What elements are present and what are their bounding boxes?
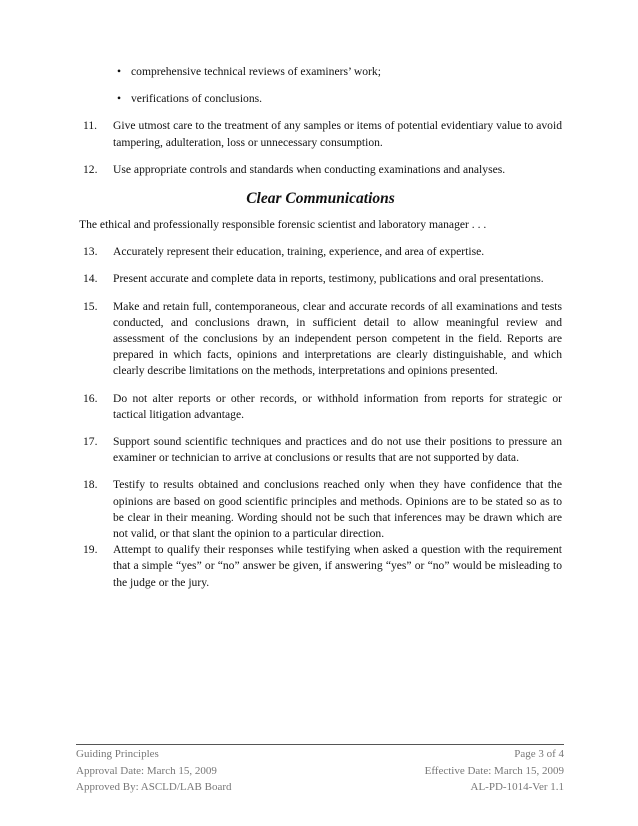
page-footer — [76, 744, 564, 796]
footer-document-title: Guiding Principles — [76, 748, 159, 760]
item-text: Attempt to qualify their responses while testifying when asked a question with the requirement that a simple “yes” or “no” answer be given, if answering “yes” or “no” would be misleading to the judge or the jury. — [113, 543, 562, 589]
item-number: 13. — [83, 245, 98, 259]
bullet-text: comprehensive technical reviews of examiners’ work; — [131, 65, 381, 78]
intro-paragraph: The ethical and professionally responsible forensic scientist and laboratory manager . . . — [79, 218, 487, 232]
footer-row — [76, 746, 564, 763]
page-body — [79, 64, 562, 602]
list-item — [79, 162, 562, 178]
item-text: Make and retain full, contemporaneous, clear and accurate records of all examinations and tests conducted, and conclusions drawn, in sufficient detail to allow meaningful review and assessment of the conclusions by an independent person competent in the field. Reports are prepared in which facts, opinions and interpretations are clearly distinguishable, and which clearly describe limitations on the methods, interpretations and opinions presented. — [113, 299, 562, 378]
item-text: Give utmost care to the treatment of any samples or items of potential evidentiary value to avoid tampering, adulteration, loss or unnecessary consumption. — [113, 119, 562, 149]
item-number: 11. — [83, 119, 98, 133]
footer-row — [76, 763, 564, 780]
item-number: 12. — [83, 162, 98, 176]
item-text: Support sound scientific techniques and practices and do not use their positions to pressure an examiner or technician to arrive at conclusions or results that are not supported by data. — [113, 435, 562, 465]
item-number: 16. — [83, 391, 98, 405]
footer-approval-date: Approval Date: March 15, 2009 — [76, 764, 217, 777]
item-number: 18. — [83, 478, 98, 492]
bullet-icon: • — [117, 65, 122, 78]
item-text: Accurately represent their education, training, experience, and area of expertise. — [113, 245, 485, 259]
bullet-item — [79, 64, 562, 80]
footer-document-id: AL-PD-1014-Ver 1.1 — [470, 781, 564, 793]
item-text: Use appropriate controls and standards when conducting examinations and analyses. — [113, 162, 506, 176]
item-number: 17. — [83, 435, 98, 449]
footer-page-number: Page 3 of 4 — [514, 748, 564, 760]
footer-effective-date: Effective Date: March 15, 2009 — [424, 764, 564, 777]
list-item — [79, 299, 562, 380]
bullet-item — [79, 91, 562, 107]
list-item — [79, 118, 562, 150]
item-number: 14. — [83, 272, 98, 286]
bullet-text: verifications of conclusions. — [131, 92, 263, 106]
item-number: 19. — [83, 543, 98, 557]
list-item — [79, 477, 562, 542]
item-text: Testify to results obtained and conclusions reached only when they have confidence that the opinions are based on good scientific principles and methods. Opinions are to be stated so as to be clear in their meaning. Wording should not be such that inferences may be drawn which are not valid, or that slant the opinion to a particular direction. — [113, 478, 562, 541]
footer-row — [76, 779, 564, 796]
section-heading: Clear Communications — [246, 190, 395, 208]
item-text: Do not alter reports or other records, or withhold information from reports for strategic or tactical litigation advantage. — [113, 391, 562, 421]
list-item — [79, 542, 562, 591]
bullet-icon: • — [117, 92, 122, 106]
footer-approved-by: Approved By: ASCLD/LAB Board — [76, 781, 232, 793]
item-number: 15. — [83, 299, 98, 313]
list-item — [79, 271, 562, 287]
list-item — [79, 434, 562, 466]
item-text: Present accurate and complete data in reports, testimony, publications and oral presentations. — [113, 272, 544, 286]
list-item — [79, 391, 562, 423]
list-item — [79, 244, 562, 260]
